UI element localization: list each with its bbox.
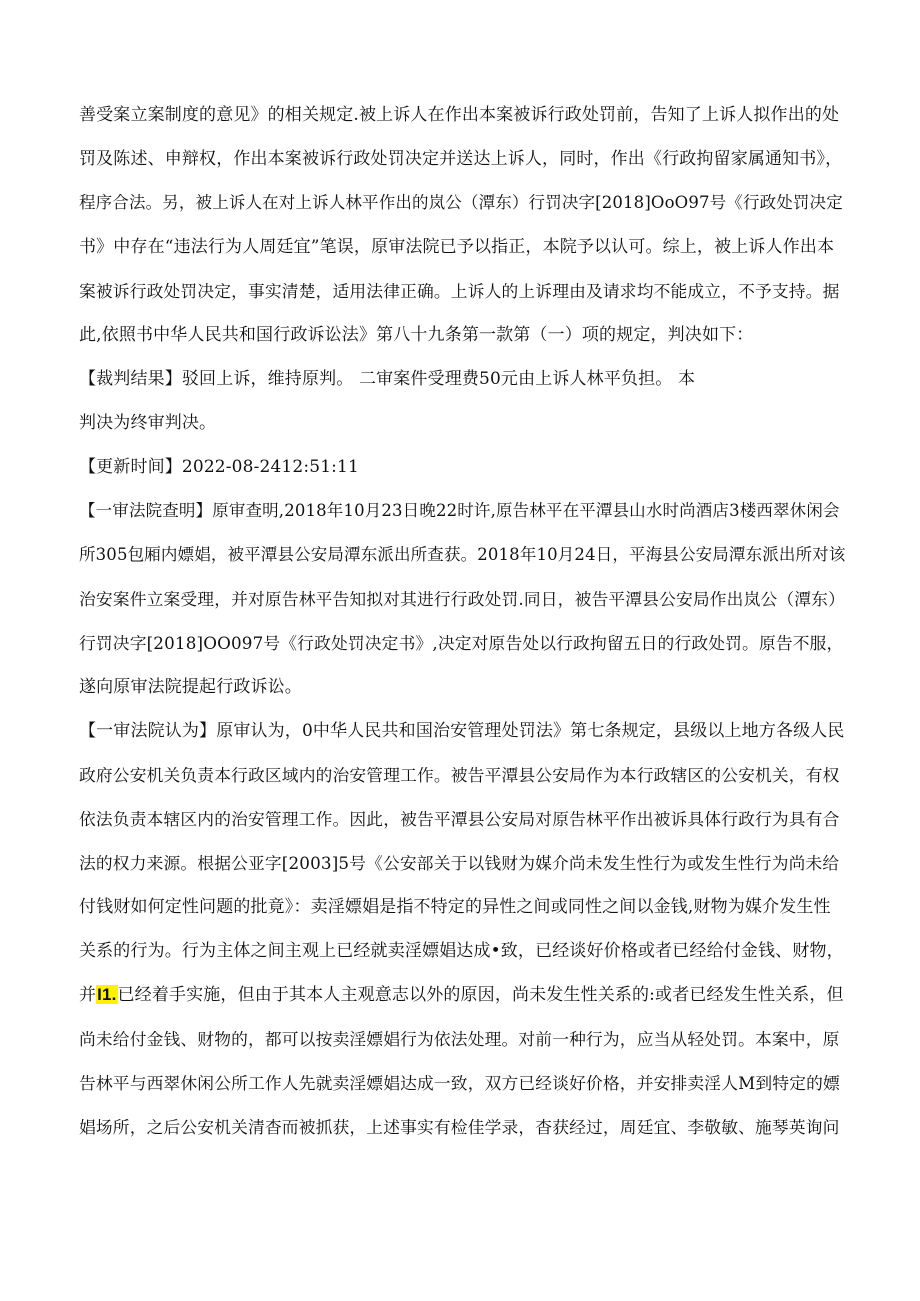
text-line: 判决为终审判决。 [79, 413, 217, 433]
text-line: 政府公安机关负责本行政区域内的治安管理工作。被告平潭县公安局作为本行政辖区的公安机关，有权 [79, 765, 840, 785]
text-line: 书》中存在“违法行为人周廷宜”笔误，原审法院已予以指正，本院予以认可。综上，被上诉人作出本 [79, 237, 835, 257]
text-line: 付钱财如何定性问题的批竟》：卖淫嫖娼是指不特定的异性之间或同性之间以金钱,财物为媒介发生性 [79, 897, 831, 917]
text-line: 所305包厢内嫖娼，被平潭县公安局潭东派出所查获。2018年10月24日，平海县公安局潭东派出所对该 [79, 545, 846, 564]
text-line: 尚未给付金钱、财物的，都可以按卖淫嫖娼行为依法处理。对前一种行为，应当从轻处罚。本案中，原 [79, 1029, 840, 1049]
text-segment: 并 [79, 985, 97, 1005]
text-line: 此,依照书中华人民共和国行政诉讼法》第八十九条第一款第（一）项的规定，判决如下： [79, 325, 754, 345]
text-segment: 已经着手实施，但由于其本人主观意志以外的原因，尚未发生性关系的:或者已经发生性关系，但 [117, 985, 844, 1005]
text-line-with-highlight [79, 983, 844, 1007]
text-line: 依法负责本辖区内的治安管理工作。因此，被告平潭县公安局对原告林平作出被诉具体行政行为具有合 [79, 809, 840, 829]
text-line: 关系的行为。行为主体之间主观上已经就卖淫嫖娼达成•致，已经谈好价格或者已经给付金钱、财物， [79, 941, 844, 961]
text-line: 法的权力来源。根据公亚字[2003]5号《公安部关于以钱财为媒介尚未发生性行为或发生性行为尚未给 [79, 853, 840, 873]
update-time-line: 【更新时间】2022-08-2412:51:11 [79, 457, 359, 477]
text-line: 程序合法。另，被上诉人在对上诉人林平作出的岚公（潭东）行罚决字[2018]OoO97号《行政处罚决定 [79, 193, 843, 212]
first-instance-facts-line: 【一审法院查明】原审查明,2018年10月23日晚22时许,原告林平在平潭县山水时尚酒店3楼西翠休闲会 [79, 501, 840, 520]
text-line: 娼场所，之后公安机关清杳而被抓获，上述事实有检佳学录，杳获经过，周廷宜、李敬敏、施琴英询问 [79, 1117, 840, 1137]
text-line: 善受案立案制度的意见》的相关规定.被上诉人在作出本案被诉行政处罚前，告知了上诉人拟作出的处 [79, 105, 840, 125]
first-instance-opinion-line: 【一审法院认为】原审认为，0中华人民共和国治安管理处罚法》第七条规定，县级以上地方各级人民 [79, 721, 845, 741]
text-line: 告林平与西翠休闲公所工作人先就卖淫嫖娼达成一致，双方已经谈好价格，并安排卖淫人M到特定的嫖 [79, 1073, 840, 1093]
text-line: 案被诉行政处罚决定，事实清楚，适用法律正确。上诉人的上诉理由及请求均不能成立，不予支持。据 [79, 281, 840, 301]
text-line: 罚及陈述、申辩权，作出本案被诉行政处罚决定并送达上诉人，同时，作出《行政拘留家属通知书》， [79, 149, 843, 169]
text-line: 行罚决字[2018]OO097号《行政处罚决定书》,决定对原告处以行政拘留五日的行政处罚。原告不服， [79, 633, 844, 653]
highlighted-text: I1. [97, 985, 117, 1004]
text-line: 遂向原审法院提起行政诉讼。 [79, 677, 302, 697]
text-line: 治安案件立案受理，并对原告林平告知拟对其进行行政处罚.同日，被告平潭县公安局作出岚公（潭东） [79, 589, 845, 609]
judgment-result-line: 【裁判结果】驳回上诉，维持原判。 二审案件受理费50元由上诉人林平负担。 本 [79, 369, 696, 389]
